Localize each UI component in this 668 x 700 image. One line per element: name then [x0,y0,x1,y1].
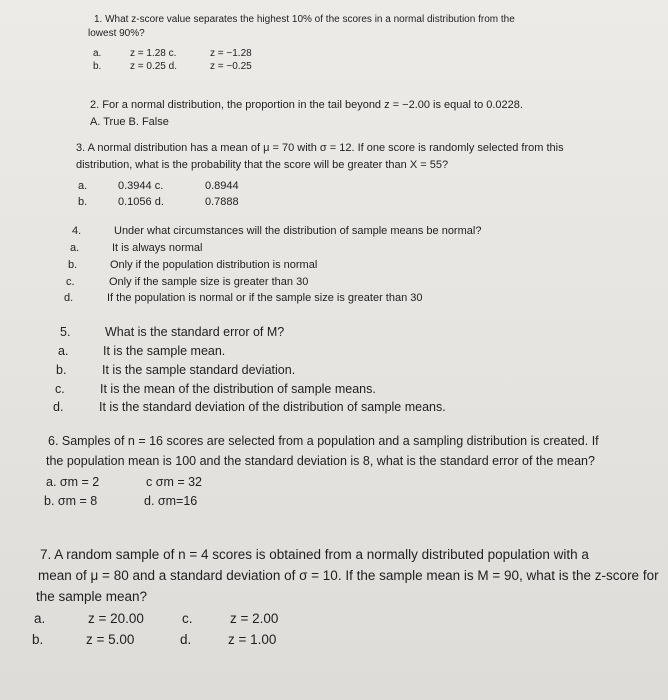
q3-option-c: 0.8944 [205,180,239,192]
q1-option-b: z = 0.25 d. [130,61,177,72]
q7-line3: the sample mean? [36,589,148,604]
q5-option-c-letter: c. [55,382,65,396]
q1-option-c: z = −1.28 [210,48,252,59]
q7-option-b: z = 5.00 [86,632,135,647]
q3-line1: 3. A normal distribution has a mean of μ = 70 with σ = 12. If one score is randomly selected from this [76,142,564,154]
q4-option-c-letter: c. [66,276,75,288]
q5-option-c: It is the mean of the distribution of sample means. [100,382,376,396]
q7-option-c: z = 2.00 [230,611,279,626]
q7-line1: 7. A random sample of n = 4 scores is obtained from a normally distributed population with a [40,547,589,562]
q7-option-b-letter: b. [32,632,44,647]
q1-line2: lowest 90%? [88,28,145,39]
q3-option-b: 0.1056 d. [118,196,164,208]
q5-question: What is the standard error of M? [105,325,285,339]
q7-option-a-letter: a. [34,611,46,626]
q4-option-d: If the population is normal or if the sample size is greater than 30 [107,292,423,304]
q6-line2: the population mean is 100 and the standard deviation is 8, what is the standard error of the mean? [46,454,595,468]
q5-option-d-letter: d. [53,400,64,414]
q4-number: 4. [72,225,82,237]
q4-option-b: Only if the population distribution is normal [110,259,318,271]
q6-option-c: c σm = 32 [146,475,202,489]
q5-number: 5. [60,325,71,339]
q4-option-d-letter: d. [64,292,74,304]
q3-option-a-letter: a. [78,180,88,192]
q4-option-c: Only if the sample size is greater than 30 [109,276,309,288]
q6-option-a: a. σm = 2 [46,475,100,489]
q6-line1: 6. Samples of n = 16 scores are selected from a population and a sampling distribution is created. If [48,434,599,448]
q7-option-a: z = 20.00 [88,611,144,626]
q7-line2: mean of μ = 80 and a standard deviation of σ = 10. If the sample mean is M = 90, what is the z-score for [38,568,659,583]
q1-option-b-letter: b. [93,61,102,72]
q7-option-c-letter: c. [182,611,193,626]
q1-option-d: z = −0.25 [210,61,252,72]
q7-option-d: z = 1.00 [228,632,277,647]
q4-option-a-letter: a. [70,242,80,254]
q5-option-a: It is the sample mean. [103,344,226,358]
q4-option-a: It is always normal [112,242,203,254]
q6-option-b: b. σm = 8 [44,494,98,508]
q1-option-a: z = 1.28 c. [130,48,177,59]
q3-option-a: 0.3944 c. [118,180,164,192]
q7-option-d-letter: d. [180,632,192,647]
q5-option-a-letter: a. [58,344,69,358]
q2-line2: A. True B. False [90,116,169,128]
q1-option-a-letter: a. [93,48,102,59]
q4-question: Under what circumstances will the distribution of sample means be normal? [114,225,482,237]
q3-option-d: 0.7888 [205,196,239,208]
q3-option-b-letter: b. [78,196,88,208]
q1-line1: 1. What z-score value separates the highest 10% of the scores in a normal distribution from the [94,14,515,25]
q3-line2: distribution, what is the probability that the score will be greater than X = 55? [76,159,449,171]
q6-option-d: d. σm=16 [144,494,198,508]
q5-option-d: It is the standard deviation of the distribution of sample means. [99,400,446,414]
q5-option-b: It is the sample standard deviation. [102,363,296,377]
q5-option-b-letter: b. [56,363,67,377]
q2-line1: 2. For a normal distribution, the proportion in the tail beyond z = −2.00 is equal to 0.0228. [90,99,523,111]
q4-option-b-letter: b. [68,259,78,271]
